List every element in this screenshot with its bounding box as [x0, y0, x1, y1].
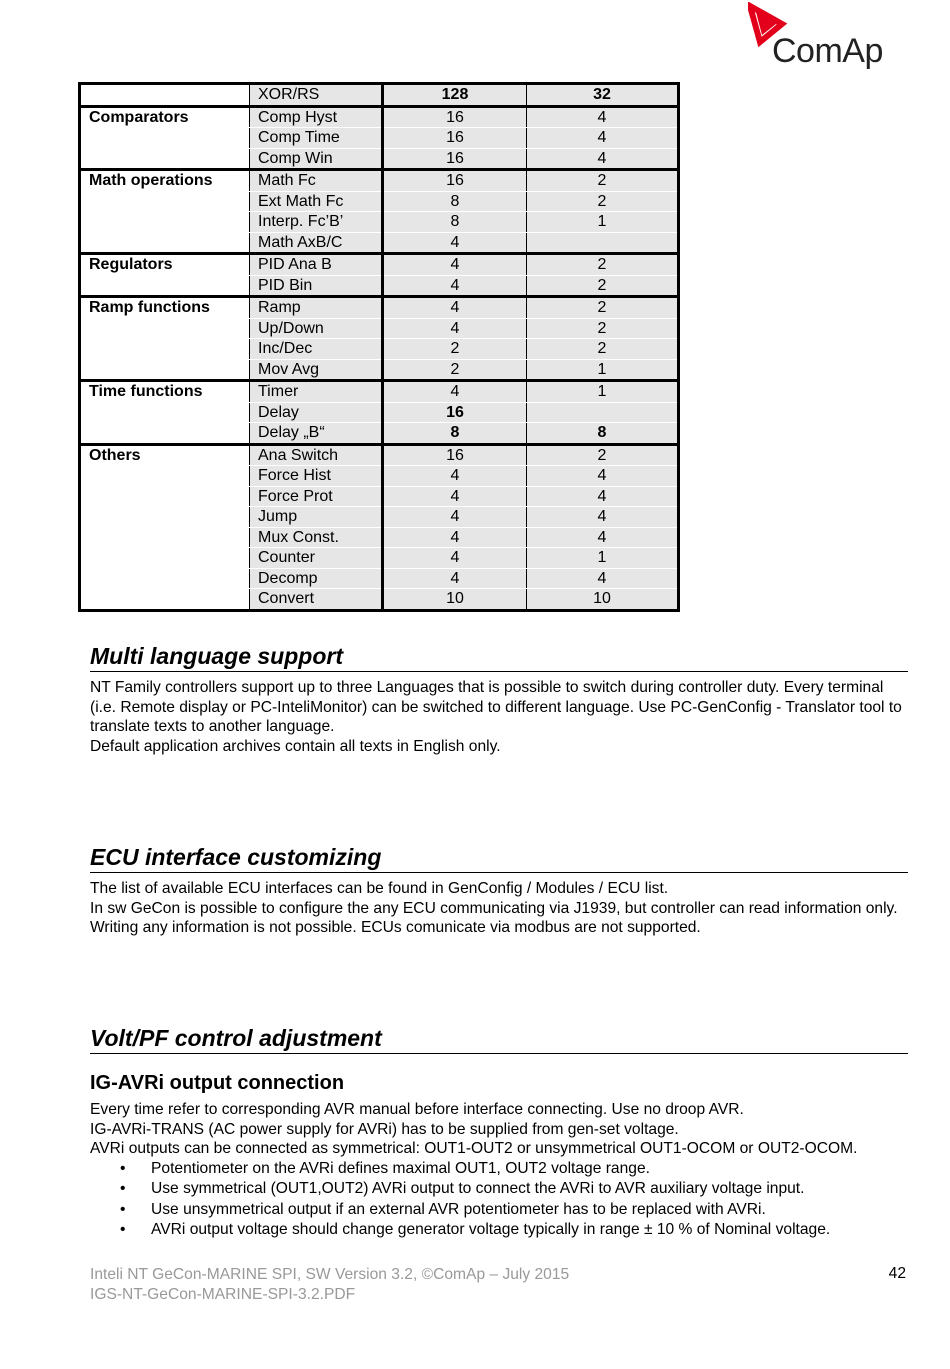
bullet-list	[90, 1159, 908, 1241]
group-cell	[80, 548, 250, 569]
value-cell	[527, 402, 679, 423]
value-cell: 2	[383, 359, 527, 381]
paragraph: AVRi outputs can be connected as symmetrical: OUT1-OUT2 or unsymmetrical OUT1-OCOM or OUT2-OCOM.	[90, 1140, 858, 1158]
function-cell: Math Fc	[250, 170, 383, 192]
function-cell: Comp Hyst	[250, 106, 383, 128]
group-cell: Ramp functions	[80, 297, 250, 319]
subsection-title: IG-AVRi output connection	[90, 1072, 345, 1094]
group-cell	[80, 359, 250, 381]
function-cell: Jump	[250, 507, 383, 528]
value-cell: 32	[527, 84, 679, 107]
value-cell: 10	[383, 589, 527, 611]
value-cell: 2	[527, 275, 679, 297]
function-cell: Mux Const.	[250, 527, 383, 548]
value-cell: 4	[527, 106, 679, 128]
table-row	[80, 423, 679, 445]
group-cell	[80, 232, 250, 254]
value-cell: 2	[527, 444, 679, 466]
function-cell: Inc/Dec	[250, 339, 383, 360]
value-cell: 2	[527, 339, 679, 360]
table-row	[80, 548, 679, 569]
function-cell: Timer	[250, 381, 383, 403]
value-cell: 4	[383, 275, 527, 297]
value-cell: 16	[383, 170, 527, 192]
value-cell: 8	[383, 191, 527, 212]
function-cell: Ana Switch	[250, 444, 383, 466]
group-cell: Others	[80, 444, 250, 466]
table-row	[80, 402, 679, 423]
table-row	[80, 486, 679, 507]
value-cell: 2	[527, 254, 679, 276]
group-cell	[80, 423, 250, 445]
table-row	[80, 128, 679, 149]
bullet-item: • Use symmetrical (OUT1,OUT2) AVRi output to connect the AVRi to AVR auxiliary voltage input.	[90, 1179, 908, 1200]
table-row	[80, 359, 679, 381]
table-row	[80, 106, 679, 128]
table-row	[80, 84, 679, 107]
value-cell: 16	[383, 106, 527, 128]
function-cell: Math AxB/C	[250, 232, 383, 254]
value-cell: 4	[383, 318, 527, 339]
table-row	[80, 339, 679, 360]
value-cell: 2	[527, 318, 679, 339]
table-row	[80, 466, 679, 487]
table-row	[80, 191, 679, 212]
function-cell: Counter	[250, 548, 383, 569]
group-cell	[80, 507, 250, 528]
table-row	[80, 568, 679, 589]
group-cell	[80, 275, 250, 297]
table-row	[80, 507, 679, 528]
footer-line: Inteli NT GeCon-MARINE SPI, SW Version 3.2, ©ComAp – July 2015	[90, 1266, 570, 1283]
group-cell	[80, 527, 250, 548]
table-row	[80, 212, 679, 233]
group-cell	[80, 466, 250, 487]
multi-language-section	[90, 643, 908, 756]
value-cell: 4	[527, 128, 679, 149]
table-row	[80, 297, 679, 319]
value-cell: 4	[383, 507, 527, 528]
value-cell: 1	[527, 548, 679, 569]
value-cell: 4	[383, 466, 527, 487]
section-title: Multi language support	[90, 643, 908, 672]
function-cell: Delay „B“	[250, 423, 383, 445]
table-row	[80, 275, 679, 297]
group-cell	[80, 128, 250, 149]
volt-pf-section	[90, 1025, 908, 1241]
group-cell	[80, 589, 250, 611]
function-cell: Comp Win	[250, 148, 383, 170]
function-cell: Comp Time	[250, 128, 383, 149]
function-block-table	[78, 82, 680, 612]
value-cell: 8	[383, 212, 527, 233]
function-cell: Ramp	[250, 297, 383, 319]
value-cell: 2	[527, 170, 679, 192]
group-cell: Regulators	[80, 254, 250, 276]
table-row	[80, 381, 679, 403]
function-cell: PID Bin	[250, 275, 383, 297]
value-cell: 4	[383, 568, 527, 589]
group-cell	[80, 191, 250, 212]
value-cell: 16	[383, 148, 527, 170]
group-cell	[80, 148, 250, 170]
table-row	[80, 254, 679, 276]
bullet-item: • Potentiometer on the AVRi defines maximal OUT1, OUT2 voltage range.	[90, 1159, 908, 1180]
value-cell: 10	[527, 589, 679, 611]
function-cell: Up/Down	[250, 318, 383, 339]
page-footer	[90, 1265, 569, 1304]
value-cell: 4	[383, 527, 527, 548]
value-cell: 4	[527, 486, 679, 507]
ecu-section	[90, 844, 908, 938]
paragraph: The list of available ECU interfaces can be found in GenConfig / Modules / ECU list.	[90, 880, 669, 897]
section-title: ECU interface customizing	[90, 844, 908, 873]
value-cell: 1	[527, 212, 679, 233]
table-row	[80, 170, 679, 192]
brand-logo-text: ComAp	[772, 32, 883, 70]
group-cell	[80, 84, 250, 107]
value-cell: 16	[383, 128, 527, 149]
table-row	[80, 589, 679, 611]
function-cell: Convert	[250, 589, 383, 611]
paragraph: Every time refer to corresponding AVR manual before interface connecting. Use no droop AVR.	[90, 1101, 744, 1118]
value-cell: 2	[383, 339, 527, 360]
value-cell: 4	[527, 148, 679, 170]
function-cell: Force Hist	[250, 466, 383, 487]
bullet-item: • AVRi output voltage should change generator voltage typically in range ± 10 % of Nominal voltage.	[90, 1220, 908, 1241]
value-cell: 8	[383, 423, 527, 445]
group-cell: Time functions	[80, 381, 250, 403]
paragraph: NT Family controllers support up to three Languages that is possible to switch during controller duty. Every terminal (i.e. Remote display or PC-InteliMonitor) can be switched to different language. Use PC-GenConfig - Translator tool to translate texts to another language.	[90, 679, 902, 736]
function-cell: Force Prot	[250, 486, 383, 507]
paragraph: Default application archives contain all texts in English only.	[90, 737, 501, 755]
page-number: 42	[888, 1265, 906, 1282]
value-cell: 4	[383, 297, 527, 319]
value-cell: 4	[383, 548, 527, 569]
group-cell	[80, 486, 250, 507]
function-cell: Delay	[250, 402, 383, 423]
value-cell: 16	[383, 402, 527, 423]
group-cell	[80, 339, 250, 360]
group-cell	[80, 568, 250, 589]
bullet-item: • Use unsymmetrical output if an external AVR potentiometer has to be replaced with AVRi.	[90, 1200, 908, 1221]
table-row	[80, 148, 679, 170]
value-cell: 1	[527, 381, 679, 403]
value-cell: 4	[527, 466, 679, 487]
function-cell: Mov Avg	[250, 359, 383, 381]
function-cell: Decomp	[250, 568, 383, 589]
value-cell	[527, 232, 679, 254]
paragraph: In sw GeCon is possible to configure the any ECU communicating via J1939, but controller can read information only. Writing any information is not possible. ECUs comunicate via modbus are not supported.	[90, 899, 898, 937]
paragraph: IG-AVRi-TRANS (AC power supply for AVRi) has to be supplied from gen-set voltage.	[90, 1120, 679, 1138]
value-cell: 4	[383, 486, 527, 507]
value-cell: 2	[527, 191, 679, 212]
value-cell: 4	[527, 568, 679, 589]
group-cell: Comparators	[80, 106, 250, 128]
function-cell: Ext Math Fc	[250, 191, 383, 212]
value-cell: 4	[527, 527, 679, 548]
value-cell: 4	[383, 232, 527, 254]
function-cell: PID Ana B	[250, 254, 383, 276]
table-row	[80, 444, 679, 466]
table-row	[80, 318, 679, 339]
value-cell: 1	[527, 359, 679, 381]
value-cell: 4	[383, 254, 527, 276]
group-cell: Math operations	[80, 170, 250, 192]
footer-filename: IGS-NT-GeCon-MARINE-SPI-3.2.PDF	[90, 1285, 356, 1303]
group-cell	[80, 318, 250, 339]
table-row	[80, 232, 679, 254]
value-cell: 2	[527, 297, 679, 319]
table-row	[80, 527, 679, 548]
value-cell: 4	[383, 381, 527, 403]
function-cell: Interp. Fc’B’	[250, 212, 383, 233]
value-cell: 16	[383, 444, 527, 466]
value-cell: 4	[527, 507, 679, 528]
value-cell: 8	[527, 423, 679, 445]
group-cell	[80, 402, 250, 423]
group-cell	[80, 212, 250, 233]
function-cell: XOR/RS	[250, 84, 383, 107]
section-title: Volt/PF control adjustment	[90, 1025, 908, 1054]
value-cell: 128	[383, 84, 527, 107]
